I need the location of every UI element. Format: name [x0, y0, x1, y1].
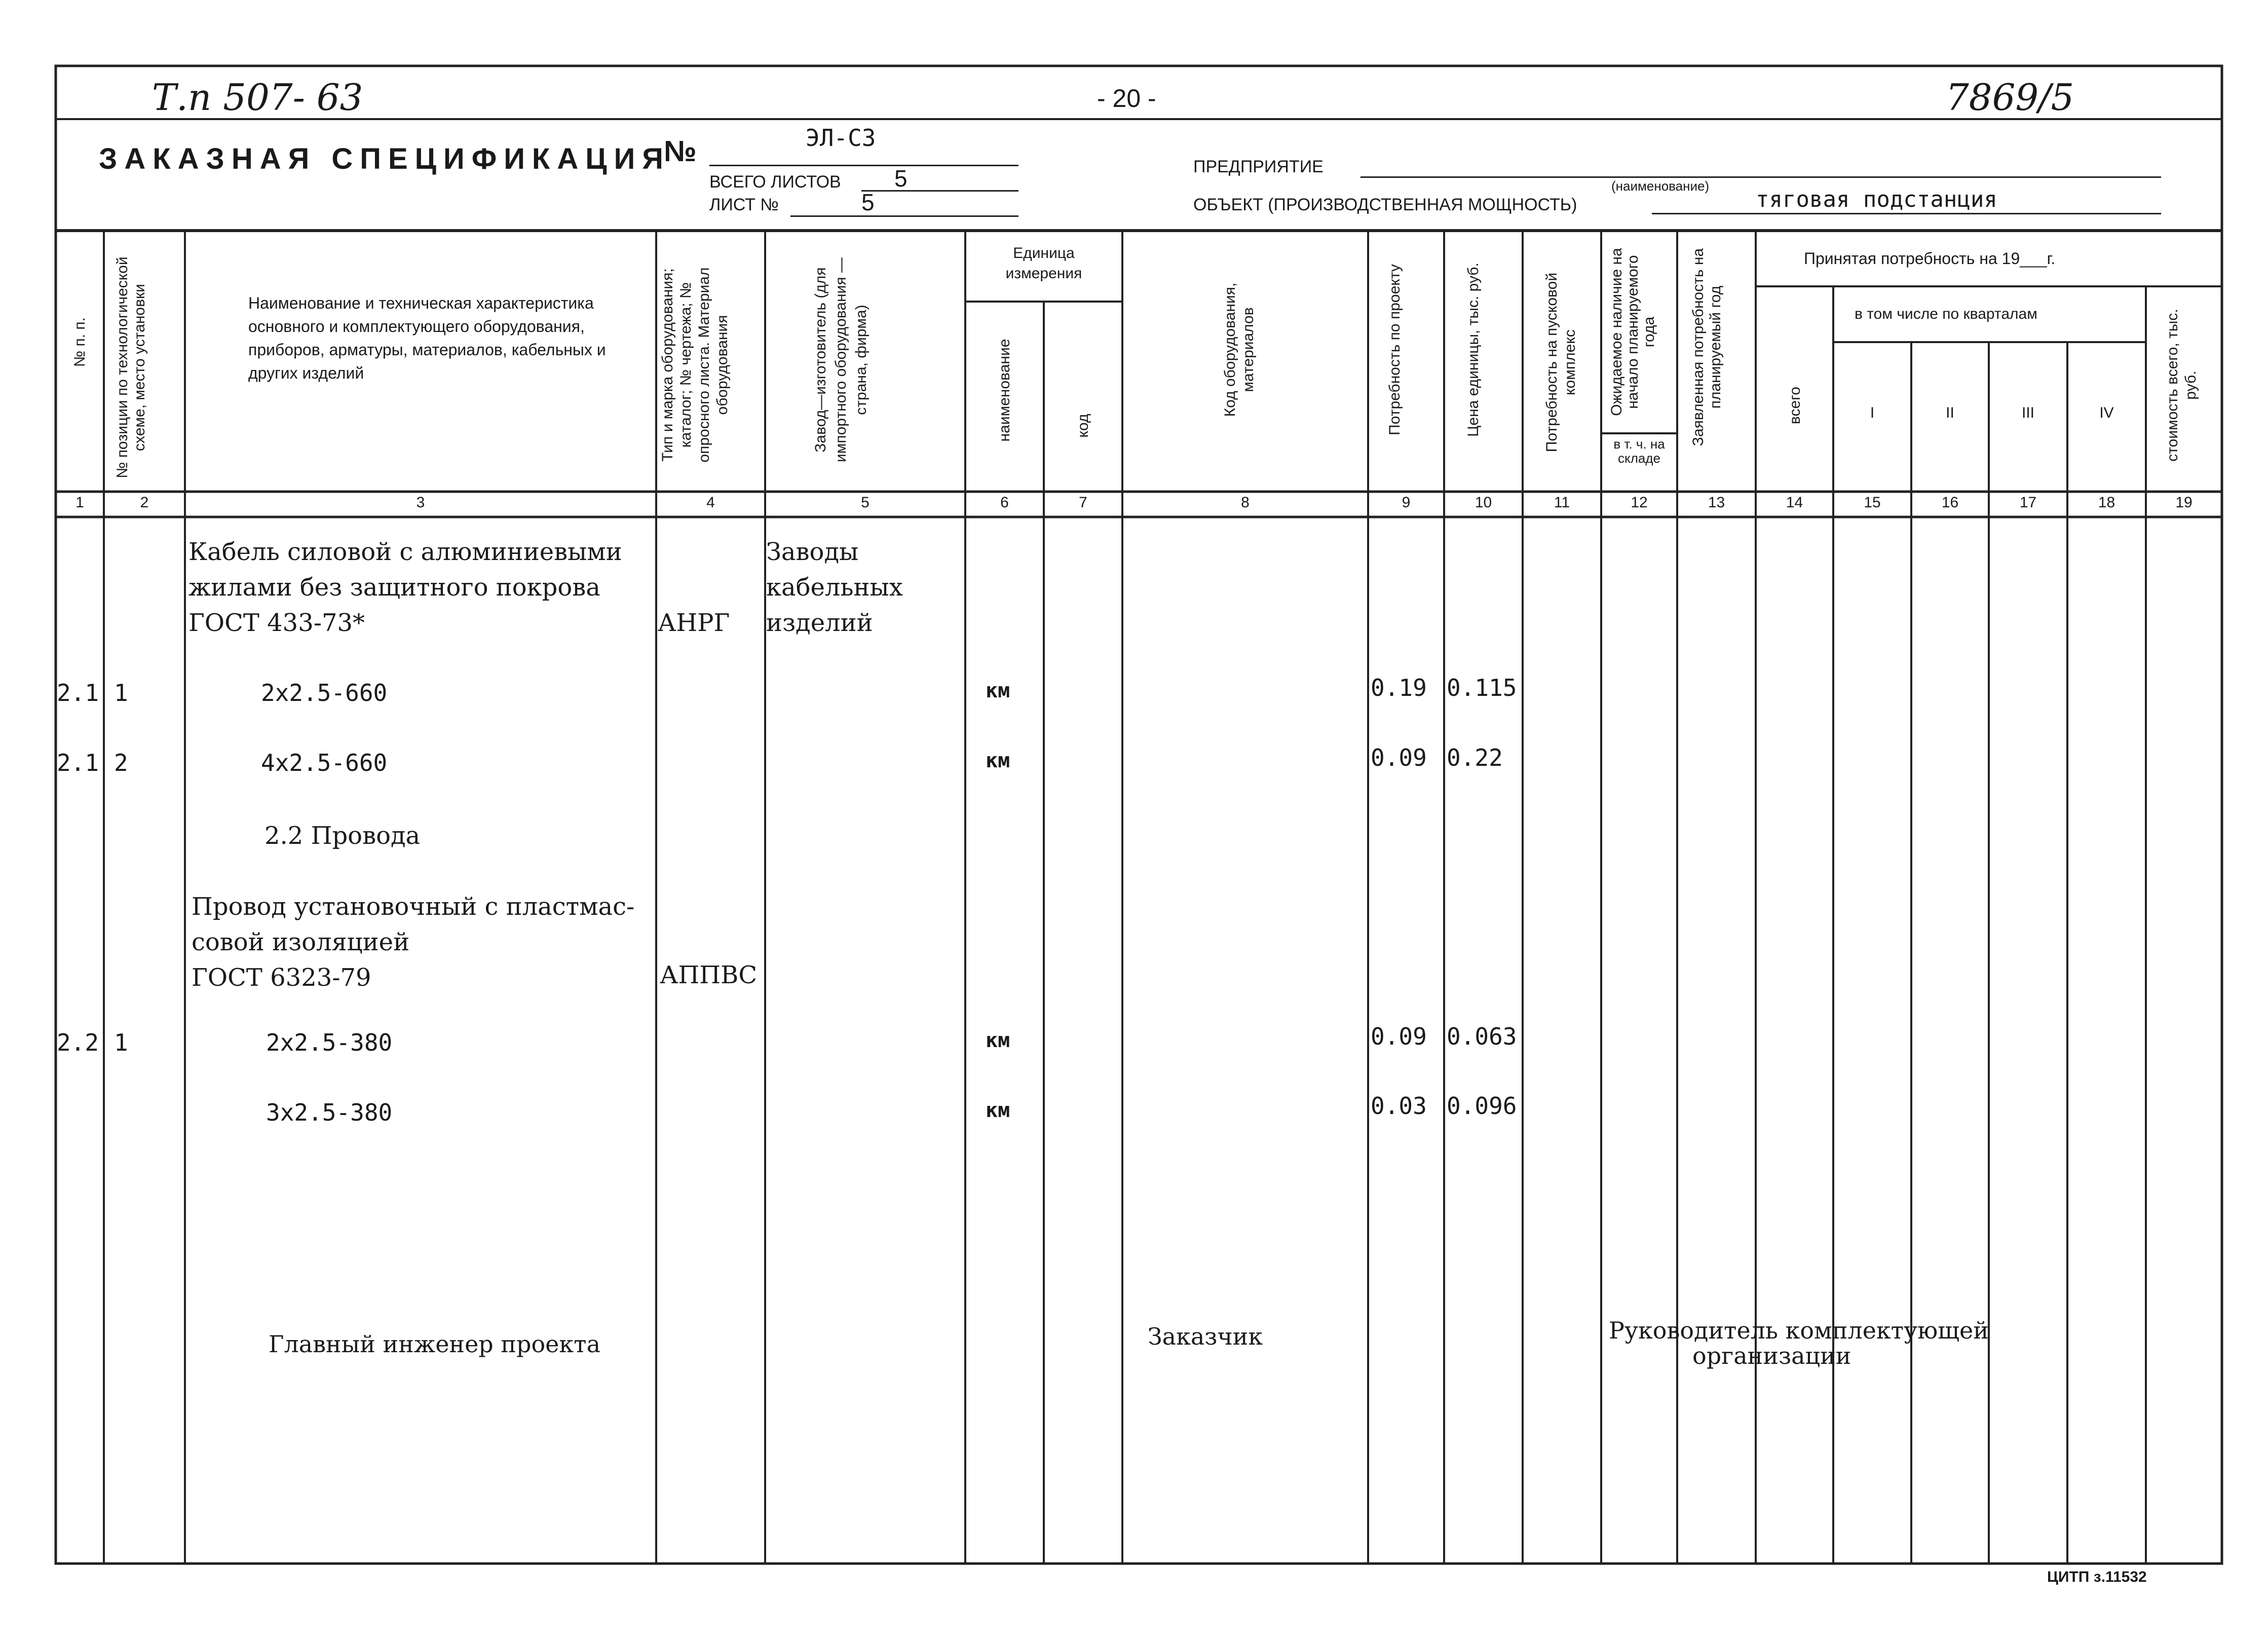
row1-price: 0.115 [1447, 674, 1517, 701]
col-header-unit-code: код [1075, 414, 1091, 438]
col-header-q1: I [1870, 404, 1875, 421]
section-title: 2.2 Провода [264, 822, 421, 850]
colnum-12: 12 [1631, 494, 1648, 511]
colnum-11: 11 [1554, 494, 1570, 511]
signature-customer: Заказчик [1148, 1323, 1263, 1350]
col-header-q4: IV [2099, 404, 2114, 421]
row3-need: 0.09 [1371, 1023, 1427, 1050]
col-header-in-stock: в т. ч. на складе [1613, 436, 1665, 466]
colnum-17: 17 [2019, 494, 2037, 511]
signature-supplier-line1: Руководитель комплектующей [1609, 1317, 1989, 1344]
total-sheets-label: ВСЕГО ЛИСТОВ [709, 172, 841, 192]
colnum-7: 7 [1079, 494, 1087, 511]
row4-need: 0.03 [1371, 1092, 1427, 1120]
wire-type: АППВС [660, 961, 758, 989]
col-header-expected-stock: Ожидаемое наличие на начало планируемого года [1608, 248, 1657, 416]
row2-pos: 2 [114, 749, 128, 776]
cable-maker-line2: кабельных [766, 573, 903, 602]
colnum-9: 9 [1402, 494, 1411, 511]
cable-type: АНРГ [658, 609, 730, 637]
row1-pos: 1 [114, 679, 128, 707]
row4-price: 0.096 [1447, 1092, 1517, 1120]
row4-name: 3х2.5-380 [266, 1099, 393, 1126]
row3-unit: км [986, 1029, 1010, 1052]
row1-pp: 2.1 [57, 679, 99, 707]
col-header-total: всего [1787, 386, 1803, 425]
naming-note: (наименование) [1611, 178, 1710, 194]
total-sheets-value: 5 [894, 165, 908, 192]
col-header-name: Наименование и техническая характеристика основного и комплектующего оборудования, приборов, арматуры, материалов, кабельных и других изделий [248, 294, 606, 382]
col-header-q2: II [1946, 404, 1954, 421]
colnum-3: 3 [416, 494, 425, 511]
signature-supplier-line2: организации [1692, 1342, 1851, 1369]
row2-pp: 2.1 [57, 749, 99, 776]
row1-unit: км [986, 679, 1010, 702]
colnum-13: 13 [1708, 494, 1725, 511]
cable-name-line2: жилами без защитного покрова [188, 573, 600, 602]
col-header-pp: № п. п. [71, 317, 88, 367]
col-header-project-need: Потребность по проекту [1386, 264, 1403, 435]
object-label: ОБЪЕКТ (ПРОИЗВОДСТВЕННАЯ МОЩНОСТЬ) [1193, 195, 1577, 214]
page-number: - 20 - [1097, 84, 1156, 113]
cable-maker-line3: изделий [766, 609, 873, 637]
colnum-16: 16 [1941, 494, 1959, 511]
row3-price: 0.063 [1447, 1023, 1517, 1050]
col-header-material-code: Код оборудования, материалов [1222, 282, 1257, 417]
row3-name: 2х2.5-380 [266, 1029, 393, 1056]
cable-name-line3: ГОСТ 433-73* [188, 609, 365, 637]
enterprise-label: ПРЕДПРИЯТИЕ [1193, 157, 1324, 176]
colnum-14: 14 [1786, 494, 1803, 511]
colnum-10: 10 [1475, 494, 1492, 511]
row4-unit: км [986, 1099, 1010, 1122]
row2-need: 0.09 [1371, 744, 1427, 771]
col-header-maker: Завод—изготовитель (для импортного оборудования —страна, фирма) [812, 257, 870, 462]
row2-unit: км [986, 749, 1010, 772]
col-header-accepted-group: Принятая потребность на 19___г. [1804, 249, 2056, 268]
doc-code: Т.п 507- 63 [152, 76, 363, 119]
colnum-18: 18 [2098, 494, 2115, 511]
row3-pp: 2.2 [57, 1029, 99, 1056]
col-header-q3: III [2021, 404, 2034, 421]
sheet-label: ЛИСТ № [709, 195, 779, 214]
colnum-2: 2 [140, 494, 149, 511]
colnum-15: 15 [1864, 494, 1881, 511]
form-title: ЗАКАЗНАЯ СПЕЦИФИКАЦИЯ [99, 142, 670, 175]
col-header-quarters-group: в том числе по кварталам [1855, 306, 2037, 322]
colnum-6: 6 [1000, 494, 1009, 511]
col-header-type: Тип и марка оборудования; каталог; № чертежа; № опросного листа. Материал оборудования [659, 267, 731, 463]
cable-name-line1: Кабель силовой с алюминиевыми [188, 538, 622, 566]
col-header-cost: стоимость всего, тыс. руб. [2164, 309, 2199, 462]
colnum-19: 19 [2175, 494, 2193, 511]
col-header-unit-name: наименование [996, 339, 1013, 442]
colnum-5: 5 [861, 494, 870, 511]
col-header-unit-price: Цена единицы, тыс. руб. [1465, 263, 1482, 437]
colnum-1: 1 [75, 494, 84, 511]
wire-name-line3: ГОСТ 6323-79 [192, 963, 371, 992]
col-header-launch-need: Потребность на пусковой комплекс [1543, 272, 1578, 453]
cable-maker-line1: Заводы [766, 538, 859, 566]
row1-need: 0.19 [1371, 674, 1427, 701]
col-header-declared-need: Заявленная потребность на планируемый год [1690, 248, 1724, 447]
row1-name: 2х2.5-660 [261, 679, 388, 707]
col-header-unit-group: Единица измерения [1005, 245, 1082, 282]
inventory-number: 7869/5 [1946, 76, 2074, 119]
row2-name: 4х2.5-660 [261, 749, 388, 776]
wire-name-line2: совой изоляцией [192, 928, 410, 956]
spec-number: ЭЛ-С3 [806, 124, 876, 152]
signature-chief-engineer: Главный инженер проекта [269, 1330, 601, 1358]
wire-name-line1: Провод установочный с пластмас- [192, 893, 635, 921]
colnum-4: 4 [706, 494, 715, 511]
row3-pos: 1 [114, 1029, 128, 1056]
object-value: тяговая подстанция [1756, 187, 1997, 212]
row2-price: 0.22 [1447, 744, 1503, 771]
colnum-8: 8 [1241, 494, 1250, 511]
col-header-position: № позиции по технологической схеме, место установки [114, 256, 148, 478]
footer-stamp: ЦИТП з.11532 [2047, 1569, 2147, 1585]
sheet-value: 5 [861, 189, 875, 215]
number-label: № [664, 135, 697, 168]
